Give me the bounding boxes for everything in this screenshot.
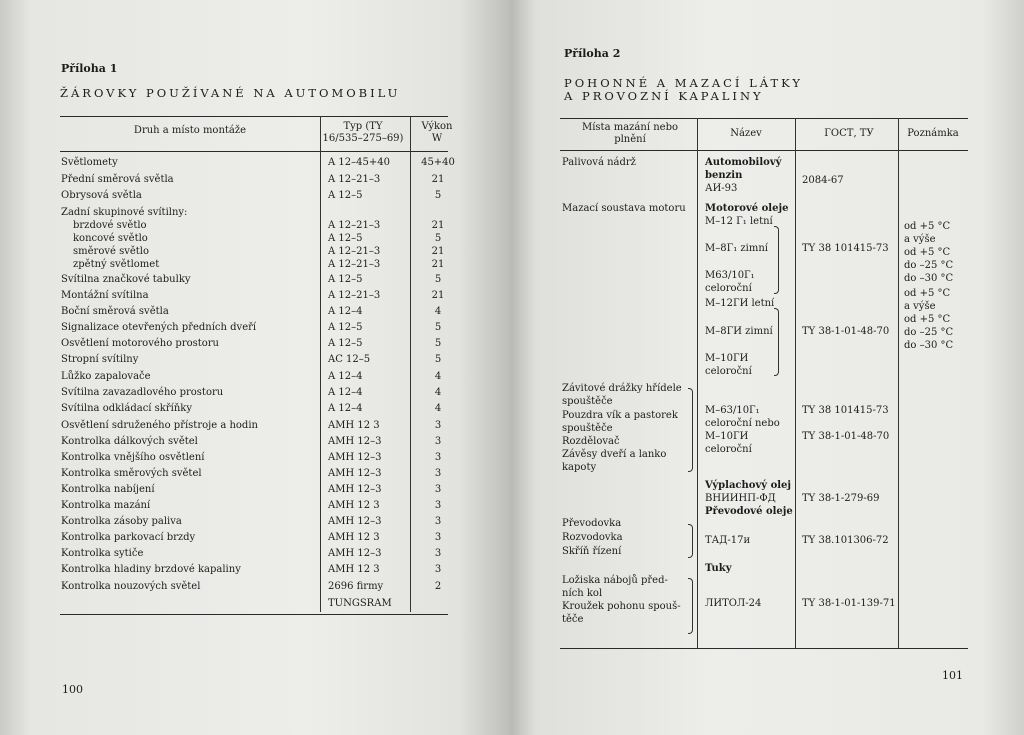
name-flushing-oil: Výplachový olej	[705, 480, 792, 491]
bulb-power: 5	[434, 274, 442, 285]
place-hinges-line1: Závěsy dveří a lanko	[562, 449, 667, 460]
bulb-power: 3	[434, 516, 442, 527]
name-m12gi: M–12ГИ letní	[705, 298, 775, 309]
bulb-type: A 12–45+40	[328, 157, 390, 168]
bulb-location: Osvětlení sdruženého přístroje a hodin	[61, 420, 258, 431]
bulb-location: Lůžko zapalovače	[61, 371, 151, 382]
name-m10gi-seasonal: celoroční	[705, 366, 752, 377]
name-gear-oils: Převodové oleje	[705, 506, 793, 517]
bulb-power: 21	[431, 174, 445, 185]
temperature-note: od +5 °C	[904, 288, 951, 299]
bulb-power: 3	[434, 420, 442, 431]
brace-oils-2	[774, 308, 779, 376]
bulb-type: AMH 12–3	[328, 468, 382, 479]
place-engine-lubrication: Mazací soustava motoru	[562, 203, 686, 214]
bulb-power: 21	[431, 220, 445, 231]
bulb-power: 3	[434, 500, 442, 511]
bulb-location: Svítilna zavazadlového prostoru	[61, 387, 224, 398]
bulb-location: Svítilna odkládací skříňky	[61, 403, 192, 414]
bulb-power: 3	[434, 436, 442, 447]
bulb-location: Světlomety	[61, 157, 118, 168]
table-top-rule	[60, 116, 448, 117]
name-tad17: ТАД-17и	[705, 535, 751, 546]
temperature-note: do –30 °C	[904, 273, 954, 284]
brace-oils-1	[774, 226, 779, 294]
ty-1-01-48-70-b: TY 38-1-01-48-70	[802, 431, 890, 442]
bulb-power: 3	[434, 532, 442, 543]
bulb-power: 3	[434, 452, 442, 463]
name-m10gi-b: M–10ГИ	[705, 431, 749, 442]
temperature-note: do –25 °C	[904, 260, 954, 271]
name-m8g: M–8Г₁ zimní	[705, 243, 768, 254]
name-m63: M63/10Г₁	[705, 270, 755, 281]
table-row	[0, 259, 510, 275]
temperature-note: od +5 °C	[904, 314, 951, 325]
bulb-type: AMH 12–3	[328, 436, 382, 447]
header-mista	[565, 122, 695, 146]
name-m8gi: M–8ГИ zimní	[705, 326, 773, 337]
table-row	[0, 338, 510, 354]
brace-group-1	[688, 388, 693, 472]
brace-group-3	[688, 578, 693, 634]
table-header-rule	[60, 151, 448, 152]
header-vykon-line1: Výkon	[421, 121, 453, 132]
bulb-location: Zadní skupinové svítilny:	[61, 207, 188, 218]
bulb-type: AMH 12 3	[328, 500, 380, 511]
bulb-power: 45+40	[421, 157, 455, 168]
bulb-power: 21	[431, 259, 445, 270]
place-hub-bearings-line1: Ložiska nábojů před-	[562, 575, 668, 586]
bulb-location: Obrysová světla	[61, 190, 142, 201]
right-page	[510, 0, 1024, 735]
right-table-bottom-rule	[560, 648, 968, 649]
ty-101415-73-b: TY 38 101415-73	[802, 405, 889, 416]
temperature-note: do –30 °C	[904, 340, 954, 351]
table-row	[0, 387, 510, 403]
bulb-type: AC 12–5	[328, 354, 371, 365]
bulb-power: 2	[434, 581, 442, 592]
table-row	[0, 452, 510, 468]
header-typ	[318, 121, 408, 145]
bulb-type: AMH 12 3	[328, 420, 380, 431]
bulb-power: 5	[434, 233, 442, 244]
name-m63-seasonal: celoroční	[705, 283, 752, 294]
bulb-power: 4	[434, 403, 442, 414]
bulb-location: směrové světlo	[73, 246, 150, 257]
page-title-1: ŽÁROVKY POUŽÍVANÉ NA AUTOMOBILU	[60, 86, 401, 100]
header-typ-line1: Typ (TY	[343, 121, 383, 132]
bulb-location: Kontrolka dálkových světel	[61, 436, 198, 447]
bulb-type: A 12–21–3	[328, 220, 381, 231]
header-poznamka: Poznámka	[907, 128, 959, 139]
bulb-type: A 12–5	[328, 233, 363, 244]
ty-1-01-48-70-a: TY 38-1-01-48-70	[802, 326, 890, 337]
table-row	[0, 403, 510, 419]
right-col-divider-2	[795, 118, 796, 648]
ty-101415-73-a: TY 38 101415-73	[802, 243, 889, 254]
bulb-type: AMH 12–3	[328, 452, 382, 463]
header-mista-line1: Místa mazání nebo	[581, 122, 678, 133]
place-hinges-line2: kapoty	[562, 462, 597, 473]
bulb-location: Kontrolka mazání	[61, 500, 151, 511]
bulb-power: 4	[434, 306, 442, 317]
temperature-note: od +5 °C	[904, 247, 951, 258]
bulb-power: 5	[434, 190, 442, 201]
bulb-location: Přední směrová světla	[61, 174, 174, 185]
bulb-location: Kontrolka směrových světel	[61, 468, 202, 479]
right-col-divider-1	[697, 118, 698, 648]
bulb-location: Osvětlení motorového prostoru	[61, 338, 219, 349]
temperature-note: a výše	[904, 234, 936, 245]
table-row	[0, 371, 510, 387]
page-number-left: 100	[62, 683, 83, 696]
header-gost: ГОСТ, ТУ	[824, 128, 874, 139]
bulb-power: 3	[434, 484, 442, 495]
header-typ-line2: 16/535–275–69)	[322, 133, 404, 144]
bulb-location: Kontrolka nabíjení	[61, 484, 155, 495]
ty-1-279-69: TY 38-1-279-69	[802, 493, 880, 504]
name-litol24: ЛИТОЛ-24	[705, 598, 762, 609]
bulb-location: Boční směrová světla	[61, 306, 169, 317]
table-row	[0, 500, 510, 516]
bulb-location: Signalizace otevřených předních dveří	[61, 322, 257, 333]
place-bushings-line1: Pouzdra vík a pastorek	[562, 410, 678, 421]
place-gearbox: Převodovka	[562, 518, 622, 529]
right-table-header-rule	[560, 150, 968, 151]
place-starter-ring-line1: Kroužek pohonu spouš-	[562, 601, 681, 612]
tungsram-line: TUNGSRAM	[328, 598, 392, 609]
bulb-type: A 12–4	[328, 403, 363, 414]
bulb-type: A 12–4	[328, 371, 363, 382]
bulb-power: 3	[434, 564, 442, 575]
place-hub-bearings-line2: ních kol	[562, 588, 603, 599]
name-m12g: M–12 Г₁ letní	[705, 216, 773, 227]
table-row	[0, 468, 510, 484]
bulb-power: 4	[434, 371, 442, 382]
place-starter-shaft-line1: Závitové drážky hřídele	[562, 383, 682, 394]
table-row	[0, 190, 510, 206]
bulb-type: AMH 12 3	[328, 564, 380, 575]
name-m10gi: M–10ГИ	[705, 353, 749, 364]
bulb-power: 3	[434, 548, 442, 559]
table-row	[0, 174, 510, 190]
ty-101306-72: TY 38.101306-72	[802, 535, 889, 546]
place-bushings-line2: spouštěče	[562, 423, 613, 434]
bulb-type: A 12–21–3	[328, 174, 381, 185]
table-row	[0, 322, 510, 338]
table-row	[0, 290, 510, 306]
place-starter-shaft-line2: spouštěče	[562, 396, 613, 407]
header-vykon-line2: W	[431, 133, 443, 144]
temperature-note: od +5 °C	[904, 221, 951, 232]
place-steering-box: Skříň řízení	[562, 546, 622, 557]
bulb-location: Kontrolka hladiny brzdové kapaliny	[61, 564, 241, 575]
bulb-type: A 12–5	[328, 274, 363, 285]
name-greases: Tuky	[705, 563, 732, 574]
name-seasonal-b: celoroční	[705, 444, 752, 455]
bulb-type: A 12–4	[328, 306, 363, 317]
place-differential: Rozvodovka	[562, 532, 623, 543]
name-seasonal-or: celoroční nebo	[705, 418, 780, 429]
bulb-type: AMH 12–3	[328, 484, 382, 495]
name-m63-b: M–63/10Г₁	[705, 405, 760, 416]
name-petrol: benzin	[705, 170, 743, 181]
bulb-power: 21	[431, 246, 445, 257]
bulb-type: A 12–21–3	[328, 259, 381, 270]
bulb-location: zpětný světlomet	[73, 259, 160, 270]
table-bottom-rule	[60, 614, 448, 615]
bulb-type: AMH 12–3	[328, 548, 382, 559]
bulb-location: Svítilna značkové tabulky	[61, 274, 191, 285]
table-row	[0, 516, 510, 532]
right-col-divider-3	[898, 118, 899, 648]
table-row	[0, 157, 510, 173]
temperature-note: a výše	[904, 301, 936, 312]
place-fuel-tank: Palivová nádrž	[562, 157, 636, 168]
bulb-location: brzdové světlo	[73, 220, 147, 231]
bulb-power: 4	[434, 387, 442, 398]
bulb-type: AMH 12–3	[328, 516, 382, 527]
bulb-power: 5	[434, 354, 442, 365]
bulb-type: AMH 12 3	[328, 532, 380, 543]
page-title-2-line1: POHONNÉ A MAZACÍ LÁTKY	[564, 76, 803, 90]
bulb-location: Kontrolka nouzových světel	[61, 581, 201, 592]
name-automobile: Automobilový	[705, 157, 782, 168]
bulb-type: A 12–5	[328, 322, 363, 333]
bulb-type: A 12–21–3	[328, 246, 381, 257]
place-starter-ring-line2: těče	[562, 614, 584, 625]
gost-2084-67: 2084-67	[802, 175, 844, 186]
bulb-location: koncové světlo	[73, 233, 148, 244]
bulb-location: Kontrolka vnějšího osvětlení	[61, 452, 205, 463]
bulb-location: Stropní svítilny	[61, 354, 139, 365]
name-engine-oils: Motorové oleje	[705, 203, 789, 214]
bulb-location: Kontrolka zásoby paliva	[61, 516, 182, 527]
bulb-power: 5	[434, 338, 442, 349]
page-number-right: 101	[942, 669, 963, 682]
appendix-label-1: Příloha 1	[61, 62, 118, 75]
appendix-label-2: Příloha 2	[564, 47, 621, 60]
bulb-power: 5	[434, 322, 442, 333]
table-row	[0, 484, 510, 500]
table-row	[0, 354, 510, 370]
header-vykon	[412, 121, 462, 145]
table-row	[0, 274, 510, 290]
bulb-location: Kontrolka sytiče	[61, 548, 144, 559]
bulb-type: A 12–4	[328, 387, 363, 398]
bulb-power: 3	[434, 468, 442, 479]
header-nazev: Název	[730, 128, 762, 139]
temperature-note: do –25 °C	[904, 327, 954, 338]
name-vniinp: ВНИИНП-ФД	[705, 493, 776, 504]
right-table-top-rule	[560, 118, 968, 119]
name-ai93: АИ-93	[705, 183, 738, 194]
table-row	[0, 436, 510, 452]
table-row	[0, 532, 510, 548]
table-row	[0, 306, 510, 322]
place-distributor: Rozdělovač	[562, 436, 620, 447]
bulb-type: A 12–5	[328, 338, 363, 349]
page-title-2-line2: A PROVOZNÍ KAPALINY	[564, 89, 764, 103]
table-row	[0, 564, 510, 580]
left-page	[0, 0, 510, 735]
table-row	[0, 548, 510, 564]
bulb-type: 2696 firmy	[328, 581, 384, 592]
header-druh: Druh a místo montáže	[133, 125, 247, 136]
table-row	[0, 581, 510, 597]
bulb-location: Montážní svítilna	[61, 290, 149, 301]
bulb-type: A 12–5	[328, 190, 363, 201]
bulb-power: 21	[431, 290, 445, 301]
brace-group-2	[688, 524, 693, 558]
ty-1-01-139-71: TY 38-1-01-139-71	[802, 598, 896, 609]
bulb-location: Kontrolka parkovací brzdy	[61, 532, 196, 543]
table-row	[0, 420, 510, 436]
header-mista-line2: plnění	[614, 134, 646, 145]
bulb-type: A 12–21–3	[328, 290, 381, 301]
